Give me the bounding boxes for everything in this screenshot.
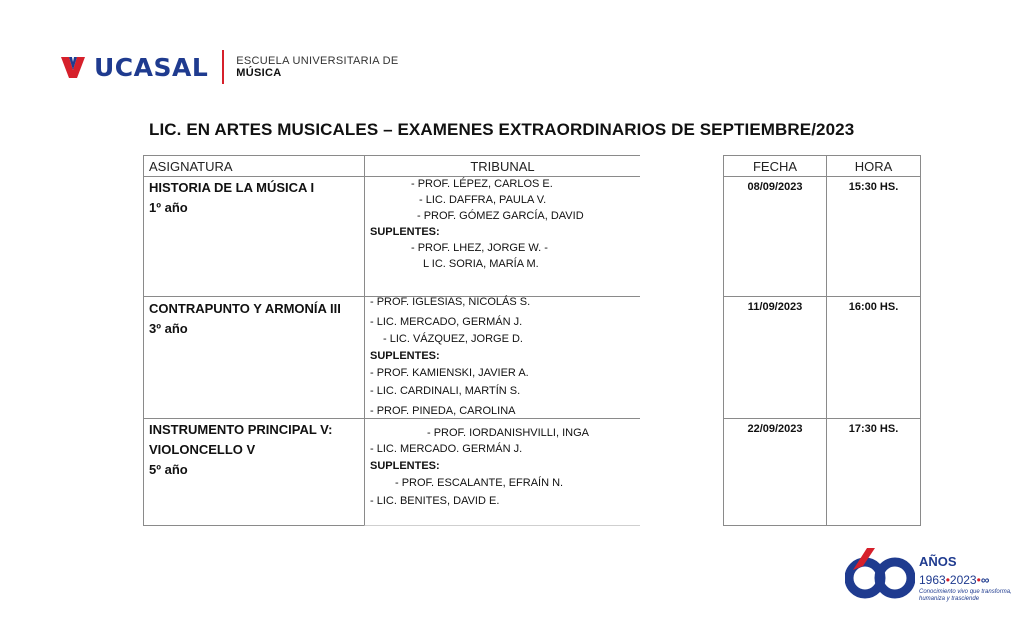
row-2-tribunal-line: - LIC. VÁZQUEZ, JORGE D.: [383, 333, 523, 345]
row-2-tribunal-line: - LIC. MERCADO, GERMÁN J.: [370, 316, 523, 328]
table-row-2-subject: [143, 296, 365, 419]
badge-tagline: [919, 589, 1015, 603]
row-2-tribunal-line: - PROF. KAMIENSKI, JAVIER A.: [370, 367, 529, 379]
row-2-tribunal-line: - PROF. PINEDA, CAROLINA: [370, 405, 516, 417]
table-row-3-date: [723, 418, 827, 526]
header-tribunal-label: TRIBUNAL: [470, 159, 535, 174]
row-3-subject-name-line2: VIOLONCELLO V: [149, 442, 256, 457]
badge-anos-label: AÑOS: [919, 554, 957, 569]
row-3-tribunal-line: - LIC. MERCADO. GERMÁN J.: [370, 443, 523, 455]
row-3-suplentes-label: SUPLENTES:: [370, 460, 440, 472]
table-row-1-date: [723, 176, 827, 297]
row-2-tribunal-line: - LIC. CARDINALI, MARTÍN S.: [370, 385, 521, 397]
row-3-tribunal-line: - LIC. BENITES, DAVID E.: [370, 495, 500, 507]
badge-year-start: 1963: [919, 573, 946, 587]
header-hora-label: HORA: [854, 159, 893, 174]
row-1-time: 15:30 HS.: [848, 181, 899, 193]
row-1-subject-year: 1º año: [149, 200, 188, 215]
badge-dot: •: [945, 573, 950, 587]
header-fecha: [723, 155, 827, 177]
table-row-1-time: [826, 176, 921, 297]
page-title: LIC. EN ARTES MUSICALES – EXAMENES EXTRAORDINARIOS DE SEPTIEMBRE/2023: [149, 120, 855, 139]
row-1-tribunal-line: - PROF. GÓMEZ GARCÍA, DAVID: [417, 210, 584, 222]
badge-infinity: ∞: [980, 573, 990, 587]
row-3-tribunal-line: - PROF. IORDANISHVILLI, INGA: [427, 427, 589, 439]
row-2-time: 16:00 HS.: [848, 301, 899, 313]
row-1-tribunal-line: L IC. SORIA, MARÍA M.: [423, 258, 539, 270]
row-1-suplentes-label: SUPLENTES:: [370, 226, 440, 238]
header-fecha-label: FECHA: [752, 159, 798, 174]
row-3-subject-year: 5º año: [149, 462, 188, 477]
logo-divider: [222, 50, 224, 84]
anniversary-badge: [845, 540, 1015, 604]
row-1-date: 08/09/2023: [747, 181, 803, 193]
row-2-subject-year: 3º año: [149, 321, 188, 336]
sixty-years-logo-icon: [845, 544, 915, 600]
row-2-tribunal-line: - PROF. IGLESIAS, NICOLÁS S.: [370, 296, 531, 308]
row-2-suplentes-label: SUPLENTES:: [370, 350, 440, 362]
table-row-1-subject: [143, 176, 365, 297]
header-asignatura: [143, 155, 365, 177]
table-row-3-tribunal: [364, 418, 640, 526]
header-hora: [826, 155, 921, 177]
badge-tagline-2: humaniza y trasciende: [919, 596, 980, 602]
school-name-line2: MÚSICA: [236, 67, 282, 79]
badge-dot: •: [976, 573, 981, 587]
row-2-date: 11/09/2023: [747, 301, 803, 313]
table-row-3-time: [826, 418, 921, 526]
brand-name: UCASAL: [94, 52, 209, 82]
table-row-2-time: [826, 296, 921, 419]
header-asignatura-label: ASIGNATURA: [149, 159, 233, 174]
row-3-subject-name: INSTRUMENTO PRINCIPAL V:: [149, 422, 333, 437]
badge-year-end: 2023: [949, 573, 977, 587]
school-name-line1: ESCUELA UNIVERSITARIA DE: [236, 55, 399, 67]
school-name: [236, 55, 398, 79]
row-1-tribunal-line: - LIC. DAFFRA, PAULA V.: [419, 194, 547, 206]
table-row-2-tribunal: [364, 296, 640, 419]
row-3-tribunal-line: - PROF. ESCALANTE, EFRAÍN N.: [395, 477, 564, 489]
badge-years: [919, 573, 989, 587]
row-1-tribunal-line: - PROF. LHEZ, JORGE W. -: [411, 242, 548, 254]
badge-tagline-1: Conocimiento vivo que transforma,: [919, 589, 1012, 595]
row-1-tribunal-line: - PROF. LÉPEZ, CARLOS E.: [411, 178, 553, 190]
header-tribunal: [364, 155, 640, 177]
row-2-subject-name: CONTRAPUNTO Y ARMONÍA III: [149, 301, 341, 316]
table-row-3-subject: [143, 418, 365, 526]
row-3-date: 22/09/2023: [747, 423, 803, 435]
row-3-time: 17:30 HS.: [848, 423, 899, 435]
table-row-2-date: [723, 296, 827, 419]
ucasal-logo: [60, 48, 399, 86]
row-1-subject-name: HISTORIA DE LA MÚSICA I: [149, 180, 315, 195]
ucasal-shield-icon: [60, 54, 86, 80]
table-row-1-tribunal: [364, 176, 640, 297]
